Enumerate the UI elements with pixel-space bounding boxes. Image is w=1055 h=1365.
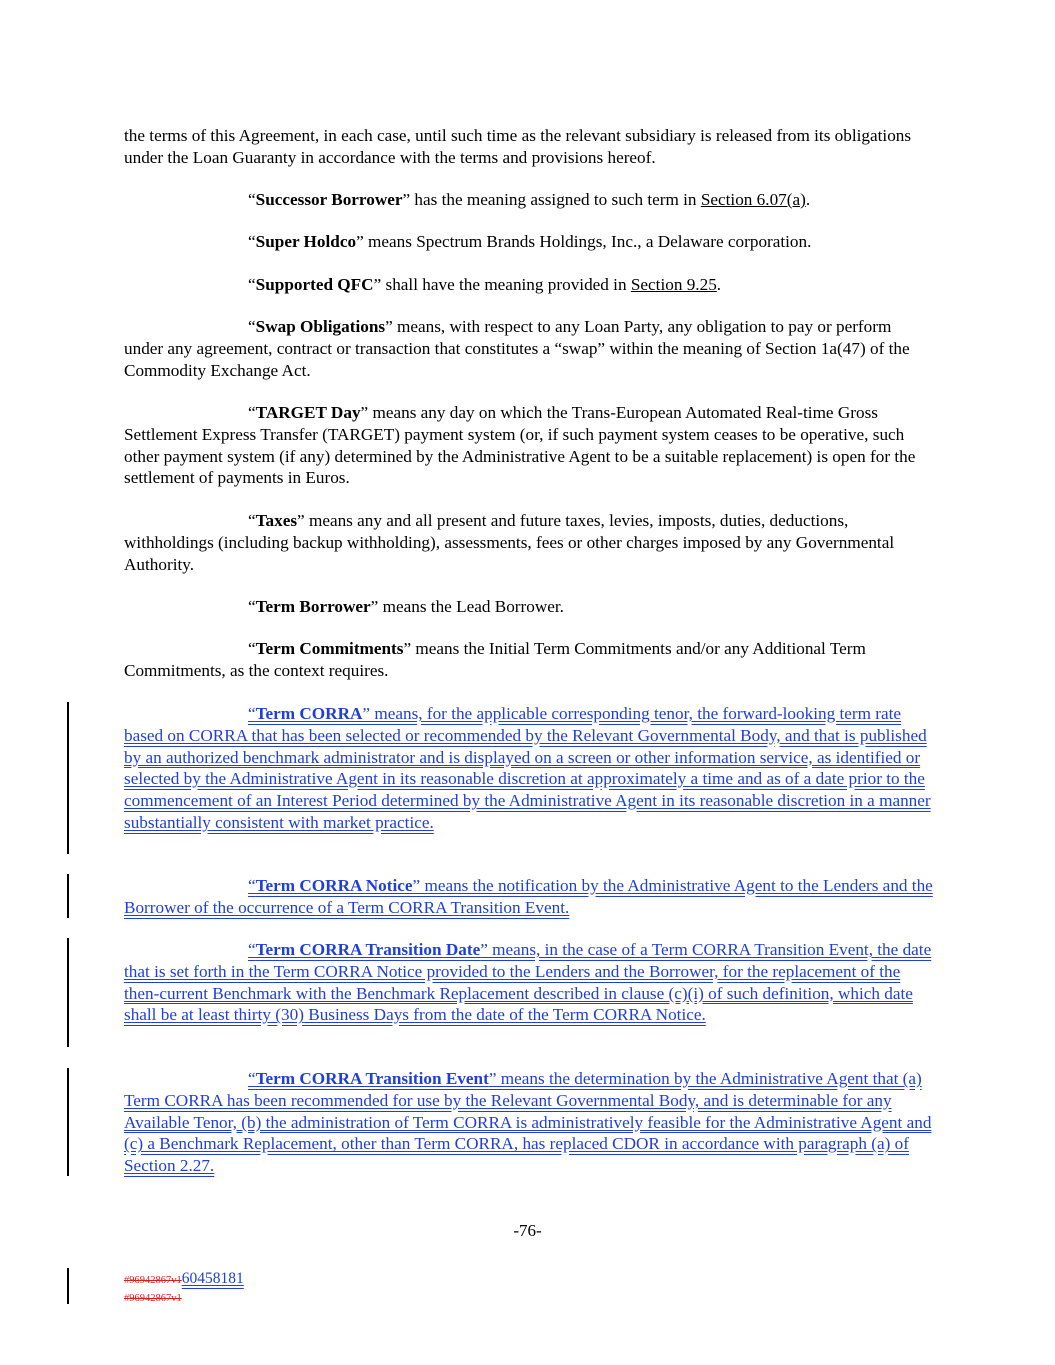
section-reference: Section 6.07(a) — [700, 190, 806, 209]
defined-term: Successor Borrower — [255, 190, 403, 209]
change-bar — [67, 938, 69, 1047]
change-bar — [67, 874, 69, 918]
defined-term: Term CORRA Transition Event — [255, 1069, 489, 1088]
defined-term: Term CORRA Transition Date — [255, 940, 481, 959]
deleted-doc-id: #96942867v1 — [124, 1275, 182, 1286]
defined-term: Taxes — [255, 511, 298, 530]
section-reference: Section 9.25 — [630, 275, 717, 294]
definition-term-corra-inserted: “Term CORRA” means, for the applicable corresponding tenor, the forward-looking term rate based on CORRA that has been selected or recommended by the Relevant Governmental Body, and that is published by an authorized benchmark administrator and is displayed on a screen or other information service, as identified or selected by the Administrative Agent in its reasonable discretion at approximately a time and as of a date prior to the commencement of an Interest Period determined by the Administrative Agent in its reasonable discretion in a manner substantially consistent with market practice. — [124, 704, 931, 832]
paragraph-continuation: the terms of this Agreement, in each case, until such time as the relevant subsidiary is released from its obligations under the Loan Guaranty in accordance with the terms and provisions hereof. — [124, 126, 912, 167]
definition-successor-borrower: “Successor Borrower” has the meaning assigned to such term in Section 6.07(a). — [248, 190, 811, 209]
defined-term: Term Commitments — [255, 639, 404, 658]
definition-swap-obligations: “Swap Obligations” means, with respect to any Loan Party, any obligation to pay or perform under any agreement, contract or transaction that constitutes a “swap” within the meaning of Section 1a(47) of the Commodity Exchange Act. — [124, 317, 910, 380]
page-number: -76- — [513, 1221, 542, 1240]
inserted-doc-id: 60458181 — [181, 1270, 244, 1287]
definition-term-corra-notice-inserted: “Term CORRA Notice” means the notification by the Administrative Agent to the Lenders and the Borrower of the occurrence of a Term CORRA Transition Event. — [124, 876, 933, 917]
change-bar — [67, 702, 69, 854]
deleted-doc-id: #96942867v1 — [124, 1293, 182, 1304]
defined-term: Swap Obligations — [255, 317, 386, 336]
definition-target-day: “TARGET Day” means any day on which the Trans-European Automated Real-time Gross Settlement Express Transfer (TARGET) payment system (or, if such payment system ceases to be operative, such other payment system (if any) determined by the Administrative Agent to be a suitable replacement) is open for the settlement of payments in Euros. — [124, 403, 916, 488]
change-bar — [67, 1268, 69, 1304]
definition-term-commitments: “Term Commitments” means the Initial Term Commitments and/or any Additional Term Commitments, as the context requires. — [124, 639, 866, 680]
defined-term: Term CORRA — [255, 704, 363, 723]
defined-term: TARGET Day — [255, 403, 361, 422]
definition-supported-qfc: “Supported QFC” shall have the meaning provided in Section 9.25. — [248, 275, 722, 294]
defined-term: Supported QFC — [255, 275, 374, 294]
definition-term-corra-transition-date-inserted: “Term CORRA Transition Date” means, in the case of a Term CORRA Transition Event, the date that is set forth in the Term CORRA Notice provided to the Lenders and the Borrower, for the replacement of the then-current Benchmark with the Benchmark Replacement described in clause (c)(i) of such definition, which date shall be at least thirty (30) Business Days from the date of the Term CORRA Notice. — [124, 940, 932, 1025]
definition-term-corra-transition-event-inserted: “Term CORRA Transition Event” means the determination by the Administrative Agent that (a) Term CORRA has been recommended for use by the Relevant Governmental Body, and is determinable for any Available Tenor, (b) the administration of Term CORRA is administratively feasible for the Administrative Agent and (c) a Benchmark Replacement, other than Term CORRA, has replaced CDOR in accordance with paragraph (a) of Section 2.27. — [124, 1069, 932, 1176]
document-id — [124, 1271, 244, 1307]
change-bar — [67, 1068, 69, 1176]
defined-term: Super Holdco — [255, 232, 357, 251]
definition-super-holdco: “Super Holdco” means Spectrum Brands Holdings, Inc., a Delaware corporation. — [248, 232, 812, 251]
definition-taxes: “Taxes” means any and all present and future taxes, levies, imposts, duties, deductions, withholdings (including backup withholding), assessments, fees or other charges imposed by any Governmental Authority. — [124, 511, 895, 574]
defined-term: Term CORRA Notice — [255, 876, 413, 895]
definition-term-borrower: “Term Borrower” means the Lead Borrower. — [248, 597, 564, 616]
defined-term: Term Borrower — [255, 597, 371, 616]
